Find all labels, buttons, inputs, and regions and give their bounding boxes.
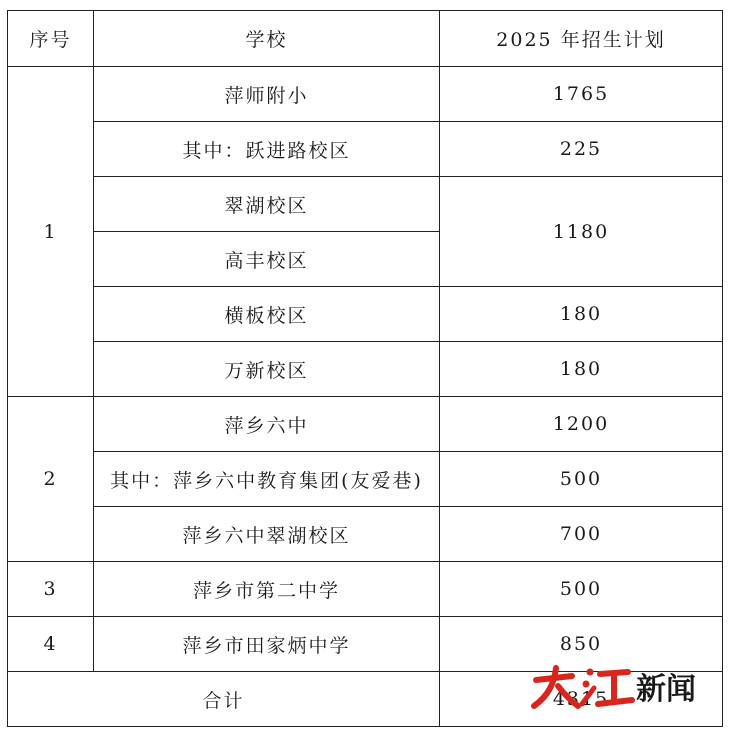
table-row	[8, 342, 723, 397]
watermark-text: 新闻	[636, 672, 696, 707]
school-cell: 萍乡六中翠湖校区	[94, 507, 440, 562]
seq-cell: 4	[8, 617, 94, 672]
school-cell: 萍乡六中	[94, 397, 440, 452]
header-plan: 2025 年招生计划	[440, 11, 723, 67]
total-label: 合计	[8, 672, 440, 727]
school-cell: 萍乡市田家炳中学	[94, 617, 440, 672]
school-cell: 横板校区	[94, 287, 440, 342]
seq-cell: 3	[8, 562, 94, 617]
plan-cell: 500	[440, 452, 723, 507]
table-row	[8, 67, 723, 122]
plan-cell: 700	[440, 507, 723, 562]
plan-cell: 1765	[440, 67, 723, 122]
dajiang-logo-icon	[534, 668, 632, 706]
table-row	[8, 177, 723, 232]
school-cell: 高丰校区	[94, 232, 440, 287]
school-cell: 其中：跃进路校区	[94, 122, 440, 177]
table-row	[8, 122, 723, 177]
school-cell: 翠湖校区	[94, 177, 440, 232]
school-cell: 萍乡市第二中学	[94, 562, 440, 617]
plan-cell: 1180	[440, 177, 723, 287]
plan-cell: 180	[440, 342, 723, 397]
plan-cell: 500	[440, 562, 723, 617]
enrollment-plan-table	[7, 10, 723, 727]
school-cell: 万新校区	[94, 342, 440, 397]
seq-cell: 2	[8, 397, 94, 562]
dajiang-news-watermark	[528, 662, 718, 710]
seq-cell: 1	[8, 67, 94, 397]
plan-cell: 180	[440, 287, 723, 342]
header-seq: 序号	[8, 11, 94, 67]
plan-cell: 850	[440, 617, 723, 672]
school-cell: 其中：萍乡六中教育集团(友爱巷)	[94, 452, 440, 507]
table-row	[8, 397, 723, 452]
table-row	[8, 287, 723, 342]
table-row	[8, 452, 723, 507]
plan-cell: 1200	[440, 397, 723, 452]
plan-cell: 225	[440, 122, 723, 177]
table-row	[8, 562, 723, 617]
total-value: 4315	[440, 672, 723, 727]
table-header-row	[8, 11, 723, 67]
school-cell: 萍师附小	[94, 67, 440, 122]
header-school: 学校	[94, 11, 440, 67]
table-row	[8, 507, 723, 562]
